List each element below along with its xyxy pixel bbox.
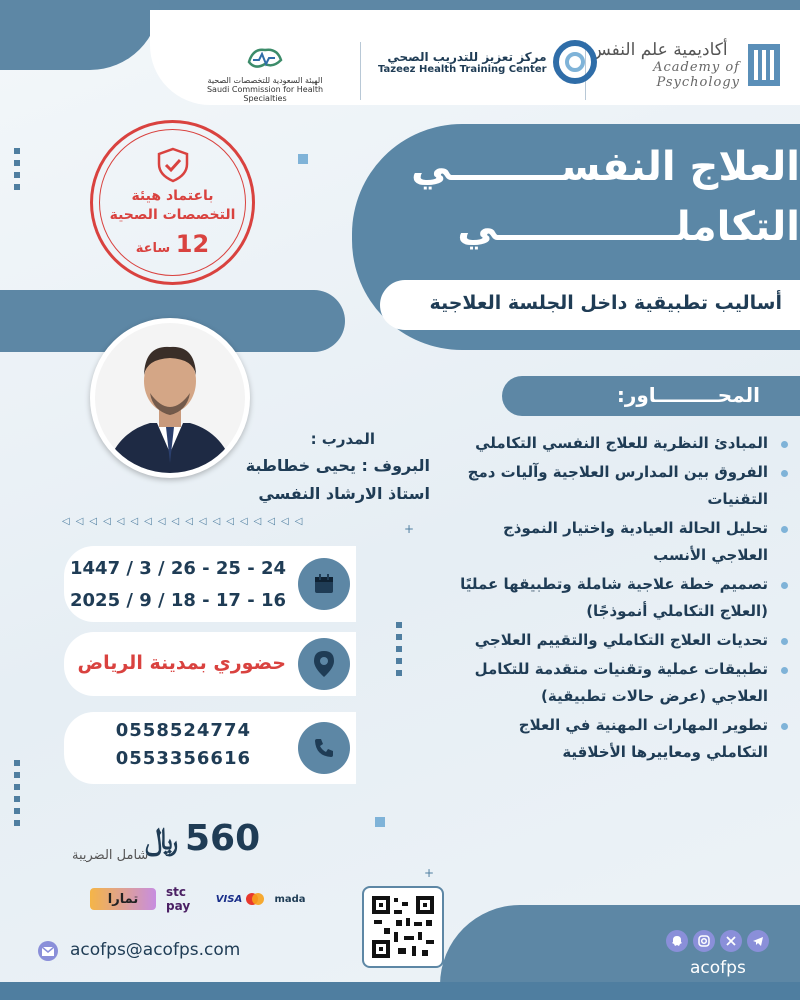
academy-logo <box>590 40 790 90</box>
email-address[interactable]: acofps@acofps.com <box>70 940 241 960</box>
social-handle: acofps <box>690 958 746 978</box>
deco-square <box>375 817 385 827</box>
tamara-logo: تمارا <box>90 888 156 910</box>
stamp-line-2: التخصصات الصحية <box>109 206 236 223</box>
stamp-hours <box>136 230 209 258</box>
academy-name-en: Academy of Psychology <box>653 60 740 90</box>
axes-item: تحديات العلاج التكاملي والتقييم العلاجي <box>455 627 790 654</box>
stamp-line-1: باعتماد هيئة <box>131 187 214 204</box>
phone-2[interactable]: 0553356616 <box>115 748 251 769</box>
phone-icon <box>298 722 350 774</box>
axes-list <box>455 430 790 768</box>
trainer-title: استاذ الارشاد النفسي <box>258 484 430 503</box>
mastercard-icon <box>244 888 266 910</box>
axes-item: تطوير المهارات المهنية في العلاج التكاملي ومعاييرها الأخلاقية <box>455 712 790 766</box>
course-title-line-1: العلاج النفســــــــي <box>411 144 800 190</box>
course-title-line-2: التكاملـــــــــــــي <box>457 204 800 250</box>
deco-square <box>298 154 308 164</box>
date-hijri: 1447 / 3 / 26 - 25 - 24 <box>70 558 286 579</box>
calendar-icon <box>298 558 350 610</box>
deco-plus: + <box>424 866 435 880</box>
snapchat-icon[interactable] <box>666 930 688 952</box>
location-text: حضوري بمدينة الرياض <box>77 652 286 674</box>
phone-1[interactable]: 0558524774 <box>115 720 251 741</box>
riyal-symbol: ﷼ <box>145 822 179 857</box>
arrow-row: ◁◁◁◁◁◁◁◁◁◁◁◁◁◁◁◁◁◁ <box>62 516 309 527</box>
stamp-hours-number: 12 <box>175 230 210 259</box>
axes-item: الفروق بين المدارس العلاجية وآليات دمج التقنيات <box>455 459 790 513</box>
dot-grid-center <box>396 622 404 682</box>
academy-emblem-icon <box>746 42 782 88</box>
stcpay-logo: stc pay <box>166 885 191 913</box>
date-gregorian: 2025 / 9 / 18 - 17 - 16 <box>70 590 286 611</box>
axes-item: تطبيقات عملية وتقنيات متقدمة للتكامل العلاجي (عرض حالات تطبيقية) <box>455 656 790 710</box>
trainer-photo <box>90 318 250 478</box>
x-twitter-icon[interactable] <box>720 930 742 952</box>
scfhs-emblem-icon <box>243 42 287 72</box>
stamp-hours-unit: ساعة <box>135 241 171 257</box>
dot-grid-left <box>14 148 22 196</box>
qr-code[interactable] <box>364 888 442 966</box>
tazeez-name-en: Tazeez Health Training Center <box>378 63 547 75</box>
tazeez-logo <box>378 40 597 84</box>
telegram-icon[interactable] <box>747 930 769 952</box>
dates-pill <box>64 546 356 622</box>
location-pin-icon <box>298 638 350 690</box>
location-pill <box>64 632 356 696</box>
price-amount: 560 <box>185 818 261 859</box>
subtitle-pill <box>380 280 800 330</box>
academy-name-ar: أكاديمية علم النفس <box>590 40 728 60</box>
logo-divider <box>360 42 361 100</box>
axes-item: تصميم خطة علاجية شاملة وتطبيقها عمليًا (العلاج التكاملي أنموذجًا) <box>455 571 790 625</box>
scfhs-name-en: Saudi Commission for Health Specialties <box>206 85 324 103</box>
accreditation-stamp <box>90 120 255 285</box>
bottom-band <box>0 982 800 1000</box>
trainer-avatar-icon <box>95 323 245 473</box>
scfhs-logo <box>195 42 335 103</box>
instagram-icon[interactable] <box>693 930 715 952</box>
trainer-label: المدرب : <box>310 430 375 448</box>
shield-check-icon <box>156 147 190 183</box>
dot-grid-left-bottom <box>14 760 22 832</box>
axes-title: المحـــــــــاور: <box>616 383 760 407</box>
qr-code-icon <box>364 888 442 966</box>
mada-logo: mada <box>274 893 306 905</box>
visa-logo: VISA <box>215 893 243 905</box>
trainer-name: البروف : يحيى خطاطبة <box>245 456 430 475</box>
scfhs-name-ar: الهيئة السعودية للتخصصات الصحية <box>207 76 323 85</box>
axes-item: تحليل الحالة العيادية واختيار النموذج العلاجي الأنسب <box>455 515 790 569</box>
tazeez-name-ar: مركز تعزيز للتدريب الصحي <box>387 49 547 64</box>
deco-plus: + <box>404 522 415 536</box>
top-left-shape <box>0 0 160 70</box>
phones-pill <box>64 712 356 784</box>
axes-item: المبادئ النظرية للعلاج النفسي التكاملي <box>455 430 790 457</box>
course-subtitle: أساليب تطبيقية داخل الجلسة العلاجية <box>429 292 782 314</box>
tazeez-emblem-icon <box>553 40 597 84</box>
email-icon <box>38 941 58 961</box>
axes-header <box>502 376 800 416</box>
tax-note: شامل الضريبة <box>72 848 149 863</box>
